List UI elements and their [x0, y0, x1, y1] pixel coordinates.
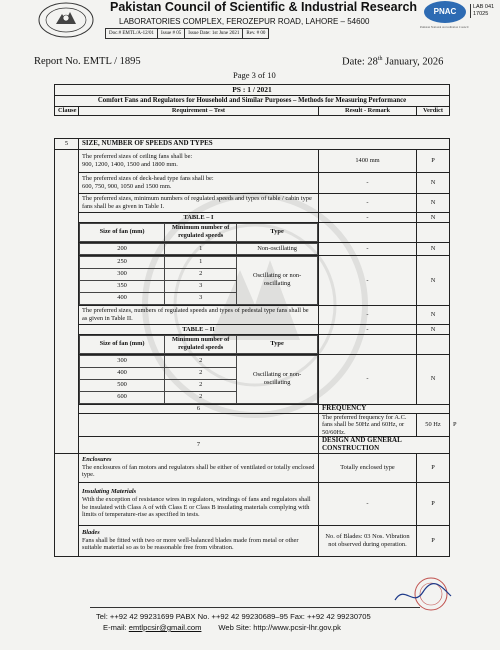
- result-cell: -: [319, 354, 417, 404]
- pnac-subtitle: Pakistan National Accreditation Council: [420, 25, 469, 29]
- table-row: [55, 194, 450, 213]
- result-cell: -: [319, 255, 417, 305]
- table-row: [55, 305, 450, 324]
- result-cell: -: [319, 482, 417, 525]
- subtable-header: Size of fan (mm) Minimum number of regulated speeds Type: [79, 334, 319, 354]
- subtable-group: 250 1 Oscillating or non-oscillating 300 2 350 3 400 3: [79, 255, 319, 305]
- subtable-header: Size of fan (mm) Minimum number of regulated speeds Type: [79, 223, 319, 243]
- email-link[interactable]: emtlpcsir@gmail.com: [128, 623, 202, 632]
- column-requirement: Requirement – Test: [79, 107, 319, 116]
- table-row: [55, 482, 450, 525]
- document-control-box: [105, 28, 269, 39]
- table-row: [55, 453, 450, 482]
- verdict-cell: N: [417, 255, 450, 305]
- verdict-cell: N: [417, 354, 450, 404]
- requirements-table: [54, 138, 457, 557]
- subtable-row: 200 1 Non-oscillating: [79, 242, 319, 255]
- standard-title: Comfort Fans and Regulators for Household and Similar Purposes – Methods for Measuring Performance: [55, 96, 450, 107]
- verdict-cell: N: [417, 305, 450, 324]
- revision-number: Rev. # 00: [246, 31, 266, 36]
- lab-code-line2: 17025: [473, 11, 489, 17]
- verdict-cell: P: [417, 482, 450, 525]
- pnac-accreditation-logo: PNAC: [424, 1, 466, 23]
- requirement-text: The preferred sizes of ceiling fans shall be: 900, 1200, 1400, 1500 and 1800 mm.: [79, 150, 319, 173]
- standard-code: PS : 1 / 2021: [55, 85, 450, 96]
- issue-number: Issue # 05: [158, 29, 185, 38]
- organization-name: Pakistan Council of Scientific & Industrial Research: [110, 0, 418, 14]
- requirement-text: The preferred frequency for A.C. fans shall be 50Hz and 60Hz, or 50/60Hz.: [319, 413, 417, 437]
- result-cell: -: [319, 305, 417, 324]
- table-caption: TABLE – I: [79, 213, 319, 223]
- requirement-text: Blades Fans shall be fitted with two or more well-balanced blades made from metal or other suitable material so as to be reasonable free from vibration.: [79, 525, 319, 556]
- requirement-text: The preferred sizes, numbers of regulated speeds and types of pedestal type fans shall be as given in Table II.: [79, 305, 319, 324]
- requirement-text: Enclosures The enclosures of fan motors and regulators shall be either of ventilated or totally enclosed type.: [79, 453, 319, 482]
- column-verdict: Verdict: [417, 107, 450, 116]
- doc-number: Doc.# EMTL/A-12/01: [106, 29, 158, 38]
- table-row: [55, 354, 450, 404]
- table-caption: TABLE – II: [79, 324, 319, 334]
- requirement-text: The preferred sizes, minimum numbers of regulated speeds and types of table / cabin type fans shall be as given in Table I.: [79, 194, 319, 213]
- report-date: Date: 28th January, 2026: [342, 56, 444, 68]
- verdict-cell: N: [417, 194, 450, 213]
- table-row: [55, 255, 450, 305]
- clause-6-heading-row: [55, 404, 450, 413]
- verdict-cell: P: [417, 150, 450, 173]
- verdict-cell: P: [417, 453, 450, 482]
- column-result: Result - Remark: [319, 107, 417, 116]
- page-number: Page 3 of 10: [233, 70, 276, 80]
- pcsir-logo-icon: [38, 2, 94, 38]
- clause-number: 5: [55, 139, 79, 150]
- result-cell: -: [319, 242, 417, 255]
- clause-5-heading-row: [55, 139, 450, 150]
- clause-7-heading-row: [55, 437, 450, 453]
- verdict-cell: N: [417, 242, 450, 255]
- result-cell: -: [319, 194, 417, 213]
- report-number: Report No. EMTL / 1895: [34, 56, 141, 67]
- requirement-text: The preferred sizes of deck-head type fans shall be: 600, 750, 900, 1050 and 1500 mm.: [79, 173, 319, 194]
- result-cell: 50 Hz: [417, 413, 450, 437]
- verdict-cell: P: [417, 525, 450, 556]
- clause-number: 6: [79, 404, 319, 413]
- lab-code-line1: LAB 041: [473, 4, 495, 10]
- table-row: [55, 150, 450, 173]
- result-cell: -: [319, 213, 417, 223]
- table-row: [55, 324, 450, 334]
- requirement-text: Insulating Materials With the exception of resistance wires in regulators, windings of fans and regulators shall be insulated with Class A of with Class E or Class B insulating materials complying with limits of temperature-rise as specified in tests.: [79, 482, 319, 525]
- result-cell: Totally enclosed type: [319, 453, 417, 482]
- footer-contact: Tel: ++92 42 99231699 PABX No. ++92 42 99230689–95 Fax: ++92 42 99230705: [96, 612, 371, 621]
- clause-heading: DESIGN AND GENERAL CONSTRUCTION: [319, 437, 450, 453]
- table-row: [55, 223, 450, 243]
- clause-heading: SIZE, NUMBER OF SPEEDS AND TYPES: [79, 139, 450, 150]
- footer-divider: [90, 607, 420, 608]
- clause-blank-cell: [55, 150, 79, 454]
- result-cell: No. of Blades: 03 Nos. Vibration not observed during operation.: [319, 525, 417, 556]
- result-cell: -: [319, 324, 417, 334]
- verdict-cell: N: [417, 324, 450, 334]
- standard-header-table: [54, 84, 450, 116]
- table-row: [55, 173, 450, 194]
- footer-web: E-mail: emtlpcsir@gmail.com Web Site: http://www.pcsir-lhr.gov.pk: [103, 623, 341, 632]
- lab-accreditation-code: [470, 4, 494, 18]
- issue-date: Issue Date: 1st June 2021: [185, 29, 243, 38]
- table-row: [55, 242, 450, 255]
- clause-heading: FREQUENCY: [319, 404, 450, 413]
- column-clause: Clause: [55, 107, 79, 116]
- result-cell: -: [319, 173, 417, 194]
- subtable-group: 300 2 Oscillating or non-oscillating 400 2 500 2 600 2: [79, 354, 319, 404]
- laboratory-address: LABORATORIES COMPLEX, FEROZEPUR ROAD, LAHORE – 54600: [119, 17, 370, 26]
- result-cell: 1400 mm: [319, 150, 417, 173]
- table-row: The preferred frequency for A.C. fans shall be 50Hz and 60Hz, or 50/60Hz. 50 Hz P: [55, 413, 450, 437]
- table-row: [55, 525, 450, 556]
- table-row: [55, 334, 450, 354]
- verdict-cell: N: [417, 173, 450, 194]
- table-row: [55, 213, 450, 223]
- signature-stamp-icon: [393, 574, 453, 614]
- verdict-cell: N: [417, 213, 450, 223]
- clause-number: 7: [79, 437, 319, 453]
